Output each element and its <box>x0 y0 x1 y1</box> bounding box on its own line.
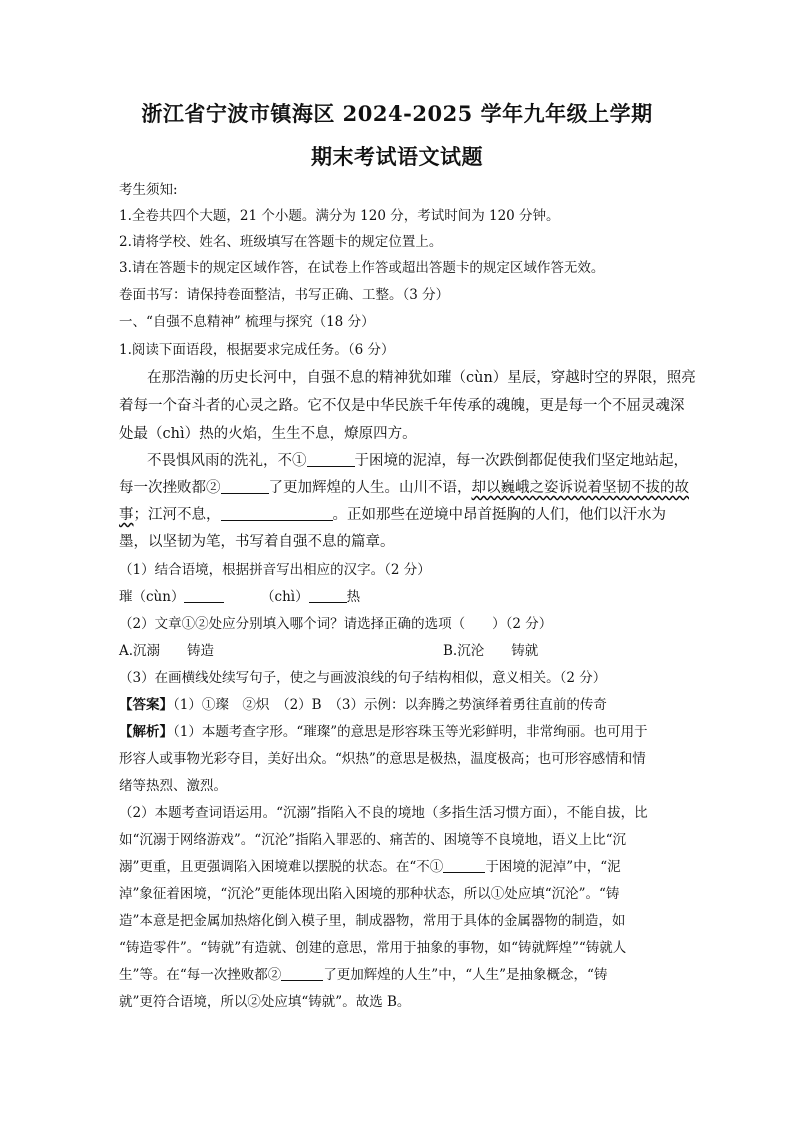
question-1-prompt: 1.阅读下面语段，根据要求完成任务。（6 分） <box>119 342 395 358</box>
passage-text: 不畏惧风雨的洗礼，不① <box>147 453 307 469</box>
wavy-underlined-sentence-end: 事 <box>119 507 134 523</box>
analysis-line: 就”更符合语境，所以②处应填“铸就”。故选 B。 <box>119 994 411 1010</box>
notice-item-1: 1.全卷共四个大题，21 个小题。满分为 120 分，考试时间为 120 分钟。 <box>119 208 560 224</box>
analysis-line <box>119 722 679 742</box>
analysis-label: 【解析】 <box>119 724 173 740</box>
answer-blank-b[interactable] <box>309 588 347 603</box>
handwriting-note: 卷面书写：请保持卷面整洁，书写正确、工整。（3 分） <box>119 287 450 303</box>
answer-label: 【答案】 <box>119 697 173 713</box>
passage-text: 每一次挫败都② <box>119 480 221 496</box>
passage-text: 于困境的泥淖，每一次跌倒都促使我们坚定地站起， <box>354 453 688 469</box>
analysis-line: “铸造零件”。“铸就”有造就、创建的意思，常用于抽象的事物，如“铸就辉煌”“铸就人 <box>119 940 627 956</box>
answer-line <box>119 695 679 715</box>
analysis-line: （2）本题考查词语运用。“沉溺”指陷入不良的境地（多指生活习惯方面），不能自拔，比 <box>119 805 648 821</box>
fill-blank-2[interactable] <box>221 479 269 494</box>
analysis-line: 造”本意是把金属加热熔化倒入模子里，制成器物，常用于具体的金属器物的制造，如 <box>119 913 626 929</box>
analysis-line: 绪等热烈、激烈。 <box>119 778 227 794</box>
passage-text: 了更加辉煌的人生。山川不语， <box>268 480 472 496</box>
sub-question-3: （3）在画横线处续写句子，使之与画波浪线的句子结构相似，意义相关。（2 分） <box>119 670 607 686</box>
wavy-underlined-sentence: 却以巍峨之姿诉说着坚韧不拔的故 <box>471 480 689 496</box>
analysis-text: （1）本题考查字形。“璀璨”的意思是形容珠玉等光彩鲜明，非常绚丽。也可用于 <box>173 724 648 740</box>
sub-question-1-blanks <box>119 587 679 607</box>
analysis-line <box>119 857 679 877</box>
section-1-heading: 一、“自强不息精神” 梳理与探究（18 分） <box>119 314 375 330</box>
exam-title-line1: 浙江省宁波市镇海区 2024-2025 学年九年级上学期 <box>141 101 653 126</box>
passage-text: 。正如那些在逆境中昂首挺胸的人们，他们以汗水为 <box>332 507 666 523</box>
exam-title-line2: 期末考试语文试题 <box>311 144 483 169</box>
passage-line <box>119 505 679 525</box>
quoted-blank-2 <box>281 966 323 981</box>
option-b: B.沉沦 铸就 <box>443 643 539 659</box>
pinyin-prompt-a: 璀（cùn） <box>119 589 185 605</box>
sub-question-1: （1）结合语境，根据拼音写出相应的汉字。（2 分） <box>119 562 431 578</box>
answer-text: （1）①璨 ②炽 （2）B （3）示例：以奔腾之势演绎着勇往直前的传奇 <box>173 697 607 713</box>
passage-text: ；江河不息， <box>133 507 221 523</box>
passage-line: 处最（chì）热的火焰，生生不息，燎原四方。 <box>119 426 417 442</box>
notice-heading: 考生须知: <box>119 182 178 198</box>
continuation-blank[interactable] <box>221 506 333 521</box>
sub-question-2: （2）文章①②处应分别填入哪个词？请选择正确的选项（ ）（2 分） <box>119 616 553 632</box>
notice-item-3: 3.请在答题卡的规定区域作答，在试卷上作答或超出答题卡的规定区域作答无效。 <box>119 260 605 276</box>
analysis-line: 如“沉溺于网络游戏”。“沉沦”指陷入罪恶的、痛苦的、困境等不良境地，语义上比“沉 <box>119 832 627 848</box>
option-a: A.沉溺 铸造 <box>119 643 215 659</box>
analysis-text: 了更加辉煌的人生”中，“人生”是抽象概念，“铸 <box>323 967 608 983</box>
analysis-text: 生”等。在“每一次挫败都② <box>119 967 282 983</box>
analysis-line: 形容人或事物光彩夺目，美好出众。“炽热”的意思是极热，温度极高；也可形容感情和情 <box>119 751 646 767</box>
passage-line: 着每一个奋斗者的心灵之路。它不仅是中华民族千年传承的魂魄，更是每一个不屈灵魂深 <box>119 398 685 414</box>
passage-line: 在那浩瀚的历史长河中，自强不息的精神犹如璀（cùn）星辰，穿越时空的界限，照亮 <box>147 370 696 386</box>
pinyin-prompt-b: （chì） <box>261 589 309 605</box>
passage-line <box>147 451 688 471</box>
fill-blank-1[interactable] <box>307 452 355 467</box>
passage-line <box>119 478 689 498</box>
notice-item-2: 2.请将学校、姓名、班级填写在答题卡的规定位置上。 <box>119 234 443 250</box>
passage-line: 墨，以坚韧为笔，书写着自强不息的篇章。 <box>119 534 395 550</box>
quoted-blank-1 <box>443 858 485 873</box>
answer-blank-a[interactable] <box>184 588 224 603</box>
analysis-line <box>119 965 679 985</box>
analysis-text: 于困境的泥淖”中，“泥 <box>485 859 621 875</box>
analysis-text: 溺”更重，且更强调陷入困境难以摆脱的状态。在“不① <box>119 859 444 875</box>
pinyin-prompt-b-end: 热 <box>346 589 361 605</box>
analysis-line: 淖”象征着困境，“沉沦”更能体现出陷入困境的那种状态，所以①处应填“沉沦”。“铸 <box>119 886 620 902</box>
